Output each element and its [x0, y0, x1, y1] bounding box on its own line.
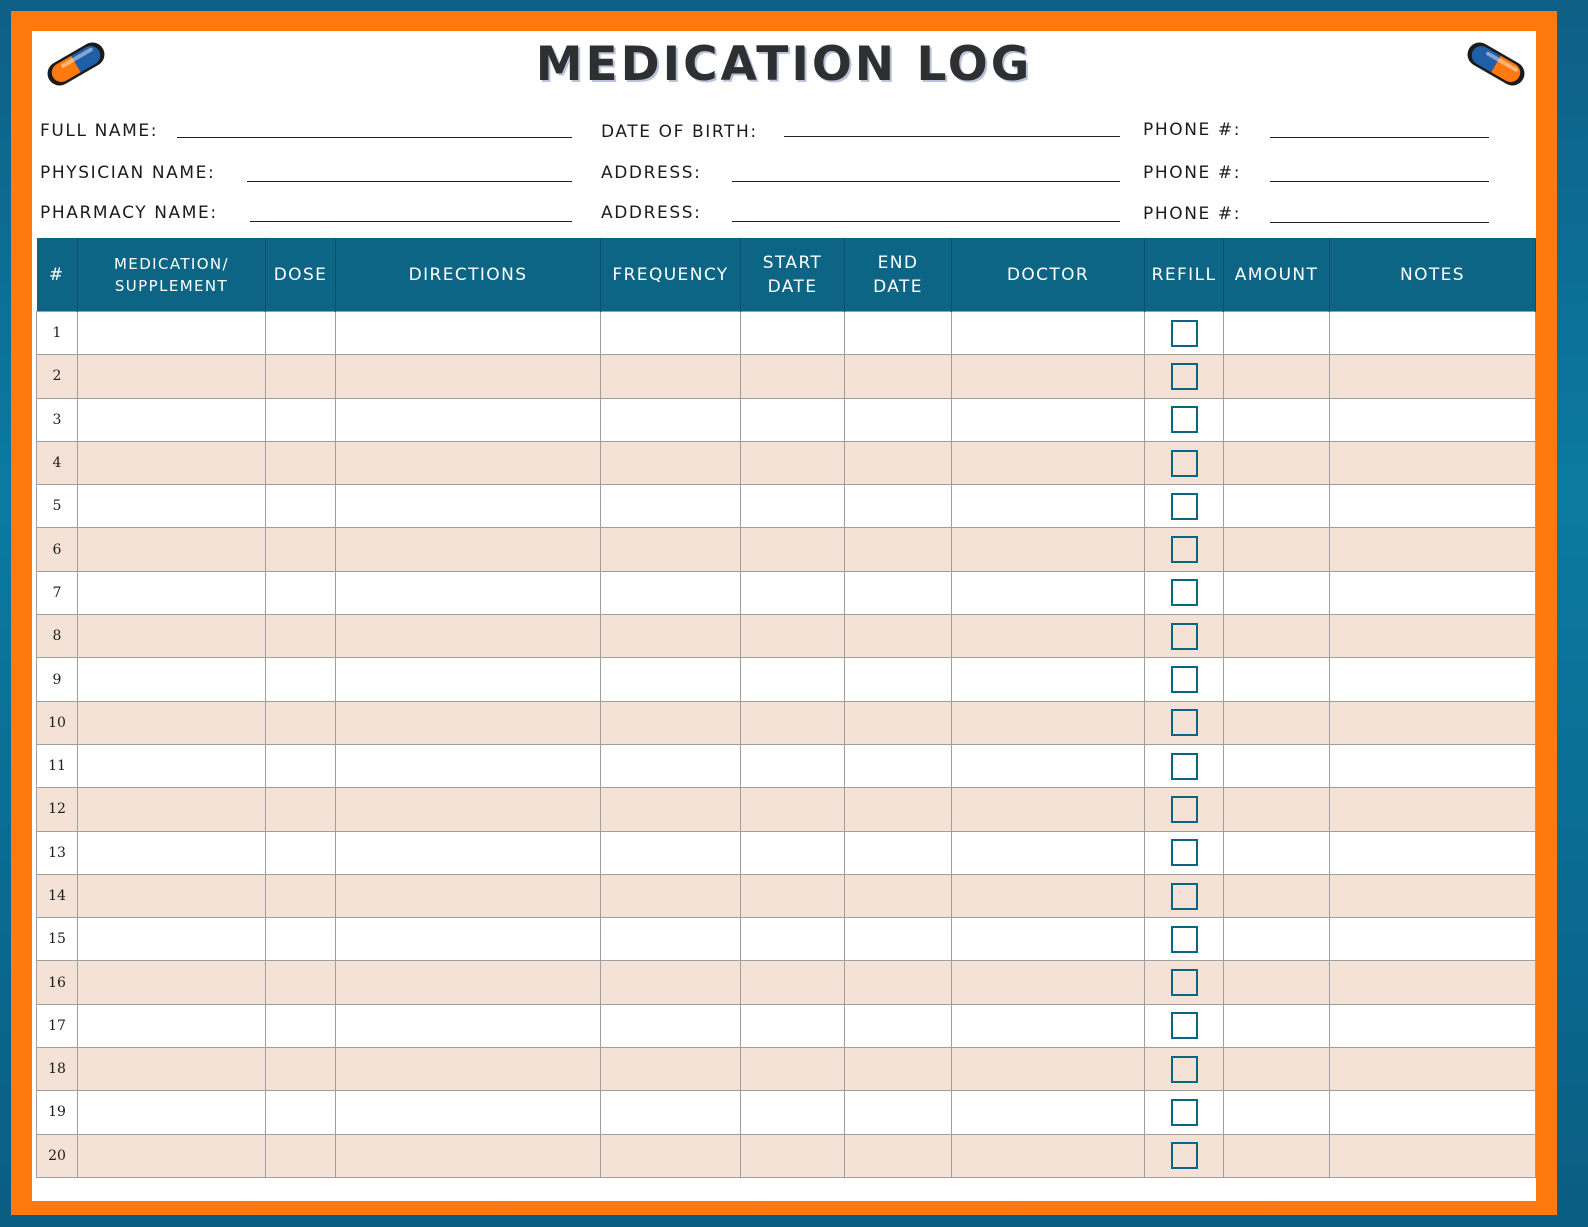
refill-cell [1145, 485, 1224, 528]
dose-cell[interactable] [266, 918, 336, 961]
start-date-cell[interactable] [741, 1048, 845, 1091]
refill-checkbox[interactable] [1171, 363, 1198, 390]
table-row [37, 874, 1536, 917]
refill-cell [1145, 1134, 1224, 1177]
refill-checkbox[interactable] [1171, 450, 1198, 477]
directions-cell[interactable] [336, 312, 601, 355]
refill-cell [1145, 788, 1224, 831]
medication-cell[interactable] [78, 961, 266, 1004]
row-number: 12 [37, 788, 78, 831]
end-date-cell[interactable] [845, 528, 952, 571]
dose-cell[interactable] [266, 1004, 336, 1047]
phone-field-3[interactable] [1270, 222, 1489, 223]
medication-cell[interactable] [78, 1091, 266, 1134]
refill-checkbox[interactable] [1171, 796, 1198, 823]
table-body [37, 312, 1536, 1178]
medication-cell[interactable] [78, 701, 266, 744]
end-date-cell[interactable] [845, 1091, 952, 1134]
table-row [37, 744, 1536, 787]
end-date-cell[interactable] [845, 744, 952, 787]
notes-cell[interactable] [1330, 1091, 1536, 1134]
table-row [37, 485, 1536, 528]
amount-cell[interactable] [1224, 788, 1330, 831]
end-date-cell[interactable] [845, 355, 952, 398]
table-row [37, 658, 1536, 701]
start-date-cell[interactable] [741, 615, 845, 658]
row-number: 9 [37, 658, 78, 701]
directions-cell[interactable] [336, 788, 601, 831]
row-number: 1 [37, 312, 78, 355]
notes-cell[interactable] [1330, 701, 1536, 744]
refill-cell [1145, 744, 1224, 787]
amount-cell[interactable] [1224, 398, 1330, 441]
directions-cell[interactable] [336, 1048, 601, 1091]
directions-cell[interactable] [336, 658, 601, 701]
start-date-cell[interactable] [741, 831, 845, 874]
row-number: 10 [37, 701, 78, 744]
medication-cell[interactable] [78, 571, 266, 614]
end-date-cell[interactable] [845, 1004, 952, 1047]
end-date-cell[interactable] [845, 874, 952, 917]
table-header-row [37, 238, 1536, 312]
date-of-birth-field[interactable] [784, 136, 1120, 137]
medication-cell[interactable] [78, 658, 266, 701]
refill-cell [1145, 355, 1224, 398]
end-date-cell[interactable] [845, 398, 952, 441]
refill-checkbox[interactable] [1171, 1056, 1198, 1083]
refill-checkbox[interactable] [1171, 406, 1198, 433]
table-row [37, 571, 1536, 614]
refill-checkbox[interactable] [1171, 926, 1198, 953]
start-date-cell[interactable] [741, 312, 845, 355]
dose-cell[interactable] [266, 485, 336, 528]
amount-cell[interactable] [1224, 744, 1330, 787]
refill-checkbox[interactable] [1171, 579, 1198, 606]
frequency-cell[interactable] [601, 831, 741, 874]
refill-checkbox[interactable] [1171, 839, 1198, 866]
start-date-cell[interactable] [741, 658, 845, 701]
refill-cell [1145, 1091, 1224, 1134]
refill-checkbox[interactable] [1171, 753, 1198, 780]
notes-cell[interactable] [1330, 485, 1536, 528]
address-field-2[interactable] [732, 221, 1120, 222]
amount-cell[interactable] [1224, 1048, 1330, 1091]
table-row [37, 1091, 1536, 1134]
frequency-cell[interactable] [601, 1134, 741, 1177]
refill-checkbox[interactable] [1171, 536, 1198, 563]
amount-cell[interactable] [1224, 615, 1330, 658]
header-amount: AMOUNT [1224, 238, 1330, 312]
phone-field-2[interactable] [1270, 181, 1489, 182]
notes-cell[interactable] [1330, 918, 1536, 961]
doctor-cell[interactable] [952, 615, 1145, 658]
dose-cell[interactable] [266, 1134, 336, 1177]
refill-cell [1145, 701, 1224, 744]
table-row [37, 528, 1536, 571]
directions-cell[interactable] [336, 701, 601, 744]
header-doctor: DOCTOR [952, 238, 1145, 312]
table-row [37, 398, 1536, 441]
doctor-cell[interactable] [952, 831, 1145, 874]
pharmacy-name-label: PHARMACY NAME: [40, 203, 218, 223]
amount-cell[interactable] [1224, 918, 1330, 961]
directions-cell[interactable] [336, 571, 601, 614]
end-date-cell[interactable] [845, 918, 952, 961]
notes-cell[interactable] [1330, 1004, 1536, 1047]
directions-cell[interactable] [336, 744, 601, 787]
medication-cell[interactable] [78, 615, 266, 658]
physician-name-label: PHYSICIAN NAME: [40, 163, 216, 183]
refill-checkbox[interactable] [1171, 709, 1198, 736]
end-date-cell[interactable] [845, 1048, 952, 1091]
refill-checkbox[interactable] [1171, 623, 1198, 650]
amount-cell[interactable] [1224, 961, 1330, 1004]
phone-label-3: PHONE #: [1143, 204, 1242, 224]
start-date-cell[interactable] [741, 961, 845, 1004]
table-row [37, 441, 1536, 484]
header-frequency: FREQUENCY [601, 238, 741, 312]
doctor-cell[interactable] [952, 1048, 1145, 1091]
header-end-date: END DATE [845, 238, 952, 312]
directions-cell[interactable] [336, 1134, 601, 1177]
notes-cell[interactable] [1330, 571, 1536, 614]
table-row [37, 312, 1536, 355]
notes-cell[interactable] [1330, 874, 1536, 917]
address-label-2: ADDRESS: [601, 203, 702, 223]
amount-cell[interactable] [1224, 1134, 1330, 1177]
dose-cell[interactable] [266, 528, 336, 571]
end-date-cell[interactable] [845, 788, 952, 831]
medication-cell[interactable] [78, 398, 266, 441]
end-date-cell[interactable] [845, 831, 952, 874]
amount-cell[interactable] [1224, 658, 1330, 701]
notes-cell[interactable] [1330, 658, 1536, 701]
frequency-cell[interactable] [601, 571, 741, 614]
dose-cell[interactable] [266, 312, 336, 355]
refill-checkbox[interactable] [1171, 493, 1198, 520]
medication-cell[interactable] [78, 312, 266, 355]
start-date-cell[interactable] [741, 874, 845, 917]
frequency-cell[interactable] [601, 701, 741, 744]
refill-checkbox[interactable] [1171, 1012, 1198, 1039]
refill-checkbox[interactable] [1171, 1142, 1198, 1169]
doctor-cell[interactable] [952, 528, 1145, 571]
doctor-cell[interactable] [952, 441, 1145, 484]
directions-cell[interactable] [336, 874, 601, 917]
medication-cell[interactable] [78, 441, 266, 484]
date-of-birth-label: DATE OF BIRTH: [601, 122, 758, 142]
table-row [37, 615, 1536, 658]
dose-cell[interactable] [266, 788, 336, 831]
refill-cell [1145, 918, 1224, 961]
medication-cell[interactable] [78, 744, 266, 787]
directions-cell[interactable] [336, 528, 601, 571]
doctor-cell[interactable] [952, 1004, 1145, 1047]
refill-checkbox[interactable] [1171, 1099, 1198, 1126]
amount-cell[interactable] [1224, 701, 1330, 744]
row-number: 15 [37, 918, 78, 961]
end-date-cell[interactable] [845, 701, 952, 744]
medication-cell[interactable] [78, 918, 266, 961]
notes-cell[interactable] [1330, 1048, 1536, 1091]
header-dose: DOSE [266, 238, 336, 312]
amount-cell[interactable] [1224, 355, 1330, 398]
row-number: 18 [37, 1048, 78, 1091]
phone-label-1: PHONE #: [1143, 120, 1242, 140]
refill-cell [1145, 312, 1224, 355]
doctor-cell[interactable] [952, 744, 1145, 787]
table-row [37, 788, 1536, 831]
phone-label-2: PHONE #: [1143, 163, 1242, 183]
medication-cell[interactable] [78, 355, 266, 398]
end-date-cell[interactable] [845, 441, 952, 484]
dose-cell[interactable] [266, 398, 336, 441]
dose-cell[interactable] [266, 1048, 336, 1091]
table-row [37, 961, 1536, 1004]
directions-cell[interactable] [336, 961, 601, 1004]
table-row [37, 918, 1536, 961]
notes-cell[interactable] [1330, 355, 1536, 398]
directions-cell[interactable] [336, 831, 601, 874]
doctor-cell[interactable] [952, 355, 1145, 398]
refill-cell [1145, 874, 1224, 917]
directions-cell[interactable] [336, 1004, 601, 1047]
frequency-cell[interactable] [601, 1091, 741, 1134]
doctor-cell[interactable] [952, 312, 1145, 355]
page-title: MEDICATION LOG [535, 37, 1033, 92]
medication-cell[interactable] [78, 1134, 266, 1177]
refill-cell [1145, 528, 1224, 571]
row-number: 5 [37, 485, 78, 528]
dose-cell[interactable] [266, 744, 336, 787]
doctor-cell[interactable] [952, 788, 1145, 831]
address-field-1[interactable] [732, 181, 1120, 182]
directions-cell[interactable] [336, 615, 601, 658]
pharmacy-name-field[interactable] [250, 221, 572, 222]
header-directions: DIRECTIONS [336, 238, 601, 312]
row-number: 7 [37, 571, 78, 614]
page-frame [11, 11, 1557, 1215]
amount-cell[interactable] [1224, 441, 1330, 484]
end-date-cell[interactable] [845, 658, 952, 701]
header-refill: REFILL [1145, 238, 1224, 312]
end-date-cell[interactable] [845, 571, 952, 614]
start-date-cell[interactable] [741, 355, 845, 398]
notes-cell[interactable] [1330, 788, 1536, 831]
dose-cell[interactable] [266, 355, 336, 398]
doctor-cell[interactable] [952, 398, 1145, 441]
doctor-cell[interactable] [952, 658, 1145, 701]
frequency-cell[interactable] [601, 1048, 741, 1091]
amount-cell[interactable] [1224, 312, 1330, 355]
row-number: 19 [37, 1091, 78, 1134]
frequency-cell[interactable] [601, 918, 741, 961]
amount-cell[interactable] [1224, 528, 1330, 571]
doctor-cell[interactable] [952, 1091, 1145, 1134]
doctor-cell[interactable] [952, 701, 1145, 744]
row-number: 13 [37, 831, 78, 874]
start-date-cell[interactable] [741, 441, 845, 484]
medication-cell[interactable] [78, 788, 266, 831]
end-date-cell[interactable] [845, 615, 952, 658]
dose-cell[interactable] [266, 615, 336, 658]
medication-cell[interactable] [78, 1048, 266, 1091]
header-start-date: START DATE [741, 238, 845, 312]
medication-cell[interactable] [78, 528, 266, 571]
notes-cell[interactable] [1330, 831, 1536, 874]
dose-cell[interactable] [266, 701, 336, 744]
header-number: # [37, 238, 78, 312]
refill-checkbox[interactable] [1171, 969, 1198, 996]
refill-cell [1145, 831, 1224, 874]
medication-cell[interactable] [78, 831, 266, 874]
start-date-cell[interactable] [741, 571, 845, 614]
row-number: 20 [37, 1134, 78, 1177]
doctor-cell[interactable] [952, 918, 1145, 961]
row-number: 2 [37, 355, 78, 398]
amount-cell[interactable] [1224, 571, 1330, 614]
refill-cell [1145, 398, 1224, 441]
doctor-cell[interactable] [952, 1134, 1145, 1177]
dose-cell[interactable] [266, 961, 336, 1004]
amount-cell[interactable] [1224, 1004, 1330, 1047]
refill-cell [1145, 1004, 1224, 1047]
notes-cell[interactable] [1330, 961, 1536, 1004]
header-notes: NOTES [1330, 238, 1536, 312]
end-date-cell[interactable] [845, 961, 952, 1004]
dose-cell[interactable] [266, 571, 336, 614]
dose-cell[interactable] [266, 831, 336, 874]
refill-cell [1145, 571, 1224, 614]
table-row [37, 701, 1536, 744]
row-number: 6 [37, 528, 78, 571]
start-date-cell[interactable] [741, 788, 845, 831]
frequency-cell[interactable] [601, 658, 741, 701]
frequency-cell[interactable] [601, 312, 741, 355]
directions-cell[interactable] [336, 355, 601, 398]
doctor-cell[interactable] [952, 571, 1145, 614]
refill-cell [1145, 658, 1224, 701]
medication-cell[interactable] [78, 485, 266, 528]
table-row [37, 1004, 1536, 1047]
refill-checkbox[interactable] [1171, 320, 1198, 347]
frequency-cell[interactable] [601, 961, 741, 1004]
log-sheet [32, 31, 1536, 1201]
directions-cell[interactable] [336, 398, 601, 441]
notes-cell[interactable] [1330, 398, 1536, 441]
start-date-cell[interactable] [741, 398, 845, 441]
directions-cell[interactable] [336, 441, 601, 484]
refill-checkbox[interactable] [1171, 883, 1198, 910]
start-date-cell[interactable] [741, 1091, 845, 1134]
start-date-cell[interactable] [741, 1004, 845, 1047]
refill-cell [1145, 961, 1224, 1004]
frequency-cell[interactable] [601, 398, 741, 441]
end-date-cell[interactable] [845, 1134, 952, 1177]
frequency-cell[interactable] [601, 788, 741, 831]
dose-cell[interactable] [266, 1091, 336, 1134]
table-row [37, 1134, 1536, 1177]
header-medication: MEDICATION/ SUPPLEMENT [78, 238, 266, 312]
row-number: 11 [37, 744, 78, 787]
amount-cell[interactable] [1224, 874, 1330, 917]
row-number: 16 [37, 961, 78, 1004]
directions-cell[interactable] [336, 1091, 601, 1134]
amount-cell[interactable] [1224, 485, 1330, 528]
start-date-cell[interactable] [741, 744, 845, 787]
end-date-cell[interactable] [845, 312, 952, 355]
row-number: 14 [37, 874, 78, 917]
doctor-cell[interactable] [952, 874, 1145, 917]
table-row [37, 831, 1536, 874]
start-date-cell[interactable] [741, 701, 845, 744]
frequency-cell[interactable] [601, 355, 741, 398]
refill-cell [1145, 615, 1224, 658]
row-number: 3 [37, 398, 78, 441]
start-date-cell[interactable] [741, 528, 845, 571]
notes-cell[interactable] [1330, 441, 1536, 484]
medication-table [36, 238, 1536, 1178]
start-date-cell[interactable] [741, 1134, 845, 1177]
amount-cell[interactable] [1224, 1091, 1330, 1134]
dose-cell[interactable] [266, 874, 336, 917]
refill-cell [1145, 1048, 1224, 1091]
frequency-cell[interactable] [601, 615, 741, 658]
frequency-cell[interactable] [601, 874, 741, 917]
notes-cell[interactable] [1330, 312, 1536, 355]
frequency-cell[interactable] [601, 485, 741, 528]
directions-cell[interactable] [336, 485, 601, 528]
row-number: 4 [37, 441, 78, 484]
table-row [37, 355, 1536, 398]
row-number: 17 [37, 1004, 78, 1047]
full-name-label: FULL NAME: [40, 121, 159, 141]
full-name-field[interactable] [177, 137, 572, 138]
physician-name-field[interactable] [247, 181, 572, 182]
refill-checkbox[interactable] [1171, 666, 1198, 693]
refill-cell [1145, 441, 1224, 484]
doctor-cell[interactable] [952, 961, 1145, 1004]
frequency-cell[interactable] [601, 528, 741, 571]
frequency-cell[interactable] [601, 1004, 741, 1047]
end-date-cell[interactable] [845, 485, 952, 528]
dose-cell[interactable] [266, 658, 336, 701]
table-row [37, 1048, 1536, 1091]
notes-cell[interactable] [1330, 615, 1536, 658]
doctor-cell[interactable] [952, 485, 1145, 528]
start-date-cell[interactable] [741, 485, 845, 528]
notes-cell[interactable] [1330, 744, 1536, 787]
address-label-1: ADDRESS: [601, 163, 702, 183]
directions-cell[interactable] [336, 918, 601, 961]
frequency-cell[interactable] [601, 441, 741, 484]
frequency-cell[interactable] [601, 744, 741, 787]
amount-cell[interactable] [1224, 831, 1330, 874]
phone-field-1[interactable] [1270, 137, 1489, 138]
row-number: 8 [37, 615, 78, 658]
start-date-cell[interactable] [741, 918, 845, 961]
medication-cell[interactable] [78, 874, 266, 917]
notes-cell[interactable] [1330, 1134, 1536, 1177]
notes-cell[interactable] [1330, 528, 1536, 571]
medication-cell[interactable] [78, 1004, 266, 1047]
dose-cell[interactable] [266, 441, 336, 484]
